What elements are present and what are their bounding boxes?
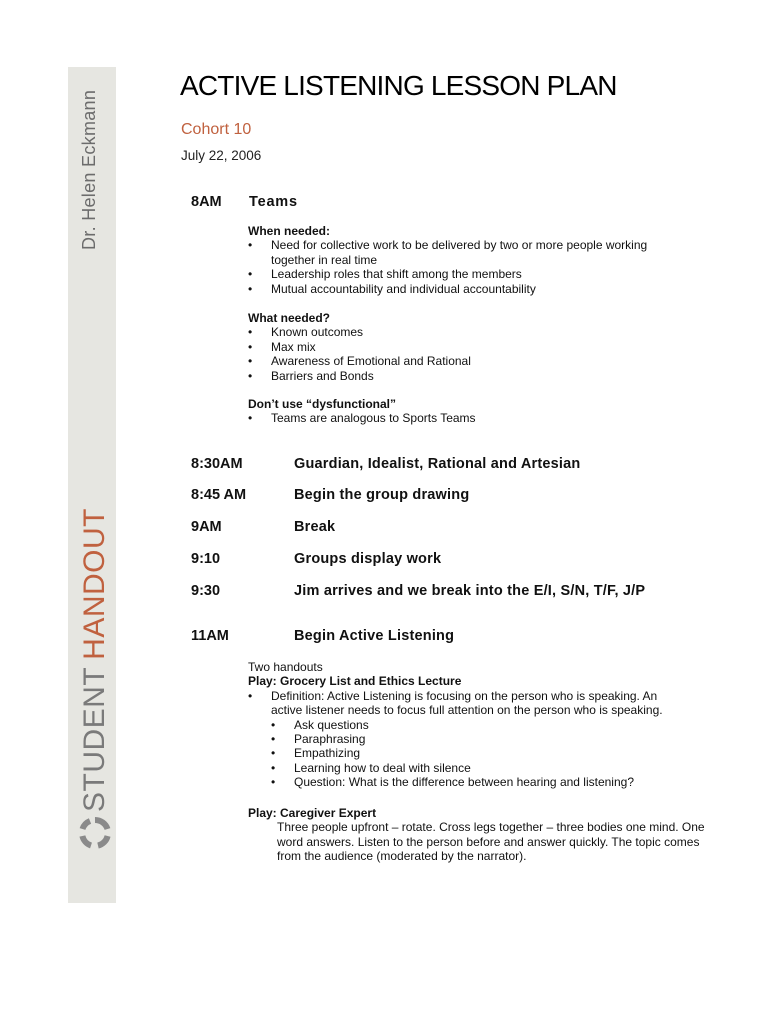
cohort-label: Cohort 10 xyxy=(181,121,252,138)
ring-logo-icon xyxy=(78,816,112,850)
list-item: • Known outcomes xyxy=(248,325,688,339)
sidebar-handout-label xyxy=(78,508,112,812)
list-item: • Max mix xyxy=(248,340,688,354)
dont-use-heading: Don’t use “dysfunctional” xyxy=(248,397,397,411)
schedule-title: Begin the group drawing xyxy=(294,487,470,503)
teams-what-block xyxy=(248,311,688,383)
date-label: July 22, 2006 xyxy=(181,148,262,163)
caregiver-block xyxy=(248,806,708,864)
schedule-title: Begin Active Listening xyxy=(294,628,455,644)
when-needed-list xyxy=(248,238,688,296)
page-title: ACTIVE LISTENING LESSON PLAN xyxy=(180,70,617,101)
schedule-time: 8:45 AM xyxy=(191,487,247,503)
play-grocery-heading: Play: Grocery List and Ethics Lecture xyxy=(248,674,462,689)
schedule-title: Break xyxy=(294,519,336,535)
schedule-time: 8:30AM xyxy=(191,456,243,472)
schedule-time: 9:10 xyxy=(191,551,221,567)
list-item: • Paraphrasing xyxy=(248,732,678,746)
definition-list xyxy=(248,689,678,790)
caregiver-description: Three people upfront – rotate. Cross legs together – three bodies one mind. One word answers. Listen to the person before and answer quickly. The topic comes from the audience (moderated by the narrator). xyxy=(277,820,705,864)
sidebar-author: Dr. Helen Eckmann xyxy=(79,89,99,250)
section-time-teams: 8AM xyxy=(191,194,222,210)
list-item: • Empathizing xyxy=(248,746,678,760)
schedule-title: Groups display work xyxy=(294,551,442,567)
list-item: • Question: What is the difference between hearing and listening? xyxy=(248,775,678,789)
what-needed-list xyxy=(248,325,688,383)
section-title-teams: Teams xyxy=(249,194,298,210)
play-caregiver-heading: Play: Caregiver Expert xyxy=(248,806,377,820)
schedule-title: Guardian, Idealist, Rational and Artesian xyxy=(294,456,581,472)
active-listening-block xyxy=(248,660,678,790)
what-needed-heading: What needed? xyxy=(248,311,331,325)
teams-dont-block xyxy=(248,397,688,426)
teams-when-block xyxy=(248,224,688,296)
sidebar-label-student: STUDENT xyxy=(78,666,111,812)
schedule-title: Jim arrives and we break into the E/I, S/N, T/F, J/P xyxy=(294,583,646,599)
list-item: • Need for collective work to be delivered by two or more people working together in real time xyxy=(248,238,688,267)
definition-item: • Definition: Active Listening is focusing on the person who is speaking. An active listener needs to focus full attention on the person who is speaking. xyxy=(248,689,678,718)
schedule-time: 9:30 xyxy=(191,583,221,599)
list-item: • Mutual accountability and individual accountability xyxy=(248,282,688,296)
when-needed-heading: When needed: xyxy=(248,224,331,238)
handouts-note: Two handouts xyxy=(248,660,323,674)
schedule-time: 11AM xyxy=(191,628,229,644)
schedule-time: 9AM xyxy=(191,519,222,535)
list-item: • Barriers and Bonds xyxy=(248,369,688,383)
list-item: • Teams are analogous to Sports Teams xyxy=(248,411,688,425)
list-item: • Ask questions xyxy=(248,718,678,732)
sidebar-label-handout: HANDOUT xyxy=(78,507,111,660)
list-item: • Awareness of Emotional and Rational xyxy=(248,354,688,368)
dont-use-list xyxy=(248,411,688,425)
list-item: • Leadership roles that shift among the members xyxy=(248,267,688,281)
list-item: • Learning how to deal with silence xyxy=(248,761,678,775)
